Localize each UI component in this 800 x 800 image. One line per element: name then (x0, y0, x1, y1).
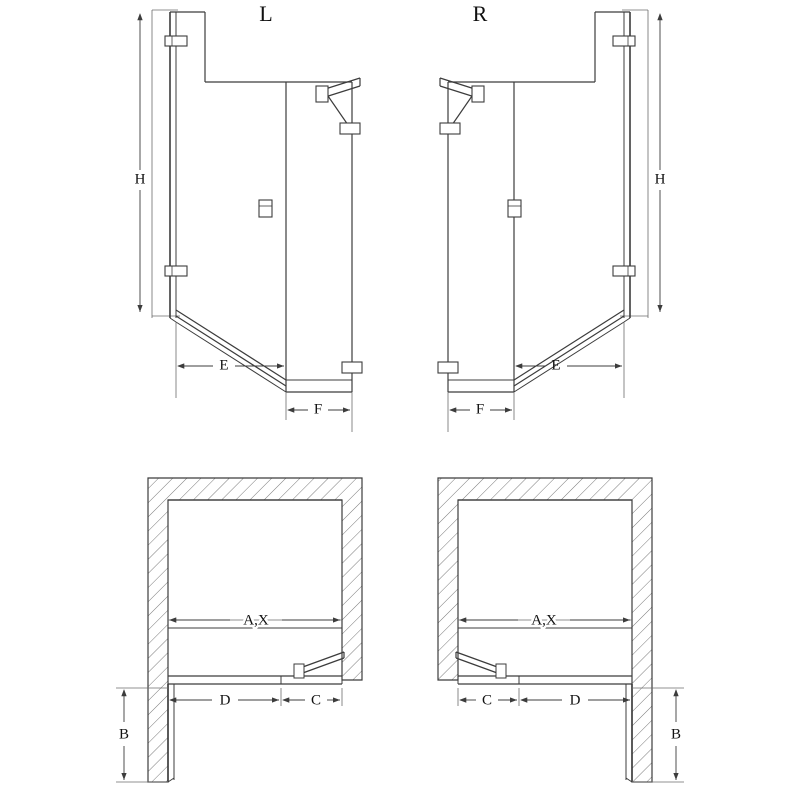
door-handle-icon-left (259, 200, 272, 217)
height-dimension-label-right: H (654, 171, 666, 188)
door-handle-icon-right (508, 200, 521, 217)
hinge-icon-bottom-right (613, 266, 635, 276)
plan-door-label-left: D (219, 692, 231, 709)
right-elevation-glass (448, 12, 630, 392)
overall-width-label-right: A,X (531, 612, 557, 629)
panel-width-label-right: F (475, 401, 485, 418)
door-width-label-left: E (219, 357, 229, 374)
variant-label-left: L (259, 1, 273, 27)
hinge-icon-bottom-left (165, 266, 187, 276)
elevation-view-right (438, 1, 666, 432)
overall-width-label-left: A,X (243, 612, 269, 629)
panel-width-label-left: F (313, 401, 323, 418)
elevation-view-left (135, 1, 362, 432)
plan-door-label-right: D (569, 692, 581, 709)
plan-view-right (438, 478, 684, 782)
height-dimension-label-left: H (134, 171, 146, 188)
support-bar-right (440, 78, 484, 134)
panel-bracket-right (438, 134, 458, 373)
wall-hatch-left (148, 478, 362, 782)
door-width-label-right: E (551, 357, 561, 374)
plan-view-left (116, 478, 362, 782)
panel-bracket-left (342, 134, 362, 373)
plan-panel-label-left: C (310, 692, 322, 709)
support-bar-left (316, 78, 360, 134)
plan-panel-label-right: C (481, 692, 493, 709)
depth-dimension-label-left: B (118, 726, 130, 743)
wall-hatch-right (438, 478, 652, 782)
plan-hinge-arm-right (456, 652, 506, 678)
depth-dimension-label-right: B (670, 726, 682, 743)
variant-label-right: R (472, 1, 488, 27)
hinge-icon-top-left (165, 36, 187, 46)
plan-hinge-arm-left (294, 652, 344, 678)
hinge-icon-top-right (613, 36, 635, 46)
